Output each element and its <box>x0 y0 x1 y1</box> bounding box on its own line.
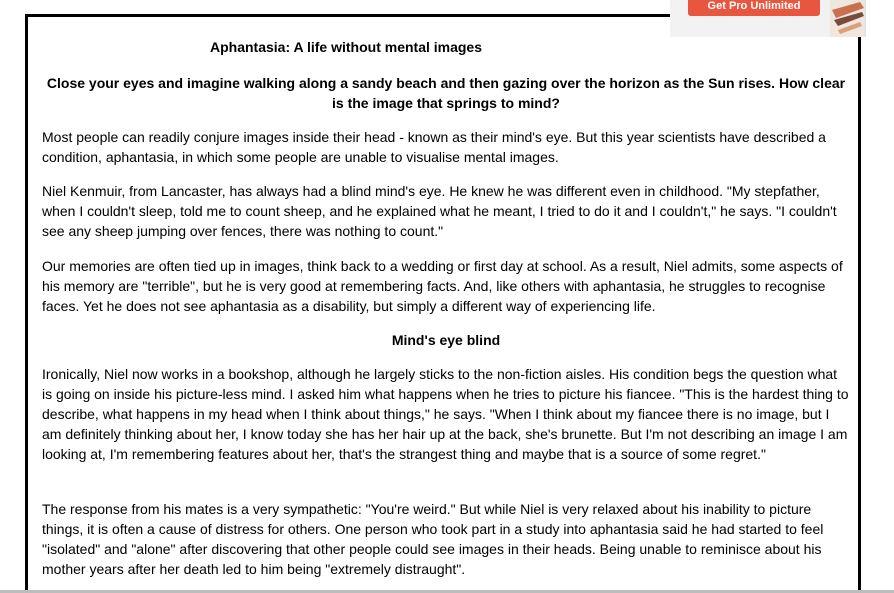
article-subtitle: Close your eyes and imagine walking along a sandy beach and then gazing over the horizon as the Sun rises. How clear is the image that springs to mind? <box>46 75 846 111</box>
ad-banner[interactable] <box>670 0 894 37</box>
get-pro-button[interactable]: Get Pro Unlimited <box>688 0 820 16</box>
section-heading: Mind's eye blind <box>391 332 501 348</box>
ad-scrollbar[interactable] <box>865 0 894 37</box>
paragraph-3: Our memories are often tied up in images, think back to a wedding or first day at school. As a result, Niel admits, some aspects of his memory are "terrible", but he is very good at remembering facts. And, like others with aphantasia, he struggles to recognise faces. Yet he does not see aphantasia as a disability, but simply a different way of experiencing life. <box>42 258 843 314</box>
promo-illustration-icon <box>830 0 866 37</box>
paragraph-1: Most people can readily conjure images inside their head - known as their mind's eye. But this year scientists have described a condition, aphantasia, in which some people are unable to visualise mental images. <box>42 129 826 165</box>
paragraph-2: Niel Kenmuir, from Lancaster, has always had a blind mind's eye. He knew he was different even in childhood. "My stepfather, when I couldn't sleep, told me to count sheep, and he explained what he meant, I tried to do it and I couldn't," he says. "I couldn't see any sheep jumping over fences, there was nothing to count." <box>42 183 837 239</box>
paragraph-4: Ironically, Niel now works in a bookshop, although he largely sticks to the non-fiction aisles. His condition begs the question what is going on inside his picture-less mind. I asked him what happens when he tries to picture his fiancee. "This is the hardest thing to describe, what happens in my head when I think about things," he says. "When I think about my fiancee there is no image, but I am definitely thinking about her, I know today she has her hair up at the back, she's brunette. But I'm not describing an image I am looking at, I'm remembering features about her, that's the strangest thing and maybe that is a source of some regret." <box>42 366 849 462</box>
paragraph-5: The response from his mates is a very sympathetic: "You're weird." But while Niel is very relaxed about his inability to picture things, it is often a cause of distress for others. One person who took part in a study into aphantasia said he had started to feel "isolated" and "alone" after discovering that other people could see images in their heads. Being unable to reminisce about his mother years after her death led to him being "extremely distraught". <box>42 501 824 577</box>
article-title: Aphantasia: A life without mental images <box>210 39 483 55</box>
